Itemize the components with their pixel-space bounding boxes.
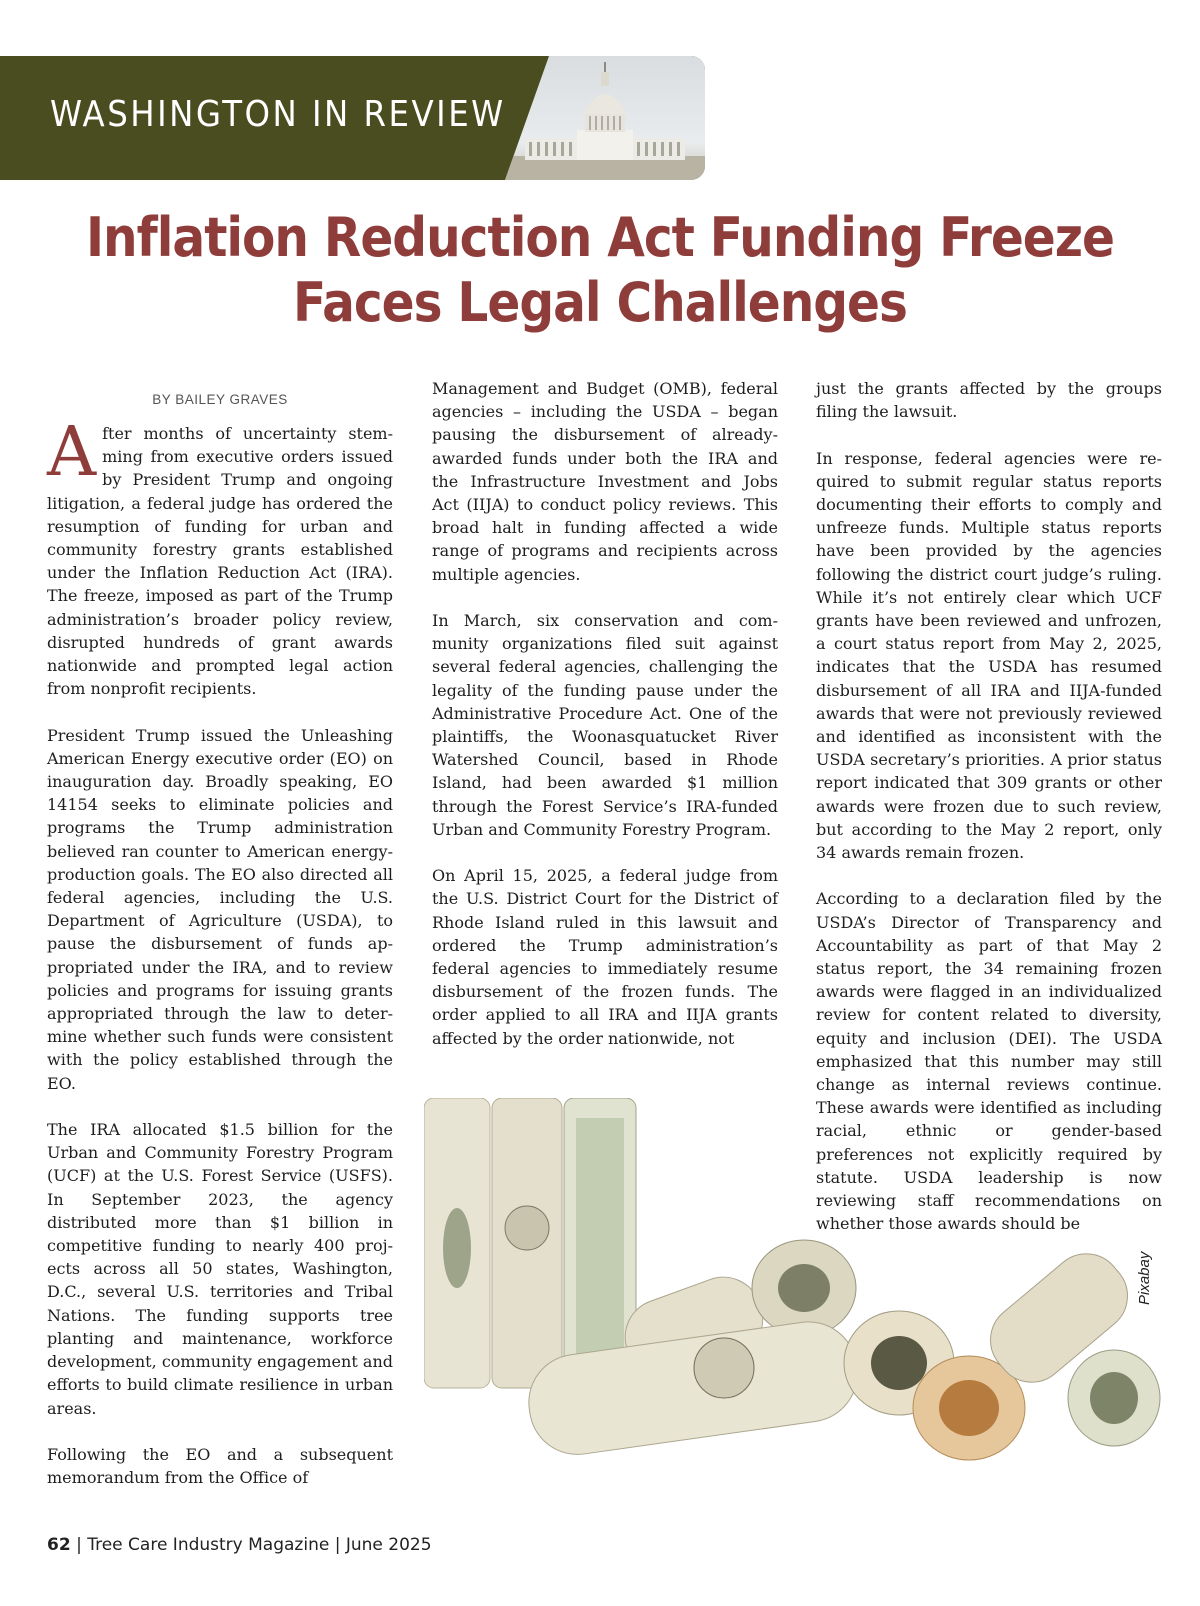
paragraph: Management and Budget (OMB), federal agencies – including the USDA – began pausing the disbursement of already-awarded funds under both the IRA and the Infrastructure Investment and Jobs Act (IIJA) to conduct policy reviews. This broad halt in funding affected a wide range of programs and recipients across multiple agencies. [432, 379, 778, 584]
paragraph: just the grants affected by the groups filing the lawsuit. [816, 379, 1162, 422]
byline: BY BAILEY GRAVES [152, 392, 288, 407]
capitol-icon [505, 56, 705, 180]
paragraph: According to a declaration filed by the USDA’s Director of Transparency and Accountability as part of that May 2 status report, the 34 remaining frozen awards were flagged in an individualized review for content related to diversity, equity and inclusion (DEI). The USDA emphasized that this number may still change as internal reviews continue. These awards were identified as including racial, ethnic or gender-based preferences not explicitly required by statute. USDA leadership is now reviewing staff recommendations on whether those awards should be [816, 889, 1162, 1234]
money-rolls-icon [424, 1098, 1184, 1528]
publication-name: Tree Care Industry Magazine [87, 1535, 330, 1555]
paragraph: In March, six conservation and community organizations filed suit against several federal agencies, challenging the legality of the funding pause under the Administrative Procedure Act. One of the plaintiffs, the Woonasquatucket River Watershed Council, based in Rhode Island, had been awarded $1 million through the Forest Service’s IRA-funded Urban and Community Forestry Program. [432, 611, 778, 839]
article-column-1 [47, 413, 393, 1512]
rolled-dollar-bills-photo [424, 1098, 1184, 1528]
section-title: WASHINGTON IN REVIEW [50, 94, 506, 135]
section-banner [0, 56, 705, 180]
issue-date: June 2025 [345, 1535, 432, 1555]
headline-line-2: Faces Legal Challenges [293, 271, 907, 334]
footer-separator: | [76, 1535, 88, 1555]
capitol-dome-photo [505, 56, 705, 180]
article-column-2 [432, 377, 778, 1073]
headline [60, 205, 1140, 335]
paragraph: President Trump issued the Unleashing American Energy executive order (EO) on inauguration day. Broadly speaking, EO 14154 seeks to eliminate policies and programs the Trump administration believed ran counter to American energy-production goals. The EO also directed all federal agencies, including the U.S. Department of Agriculture (USDA), to pause the disbursement of funds appropriated under the IRA, and to review policies and programs for issuing grants appropriated through the law to determine whether such funds were consistent with the policy established through the EO. [47, 725, 393, 1093]
page-footer [47, 1535, 432, 1555]
page-number: 62 [47, 1535, 71, 1555]
paragraph [47, 413, 393, 700]
photo-credit: Pixabay [1136, 1251, 1153, 1305]
paragraph: The IRA allocated $1.5 billion for the Urban and Community Forestry Program (UCF) at the U.S. Forest Service (USFS). In September 2023, the agency distributed more than $1 billion in competitive funding to nearly 400 projects across all 50 states, Washington, D.C., several U.S. territories and Tribal Nations. The funding supports tree planting and maintenance, workforce development, community engagement and efforts to build climate resilience in urban areas. [47, 1120, 393, 1418]
paragraph-text: fter months of uncertainty stemming from executive orders issued by President Trump and ongoing litigation, a federal judge has ordered the resumption of funding for urban and community forestry grants established under the Inflation Reduction Act (IRA). The freeze, imposed as part of the Trump administration’s broader policy review, disrupted hundreds of grant awards nationwide and prompted legal action from nonprofit recipients. [47, 424, 393, 699]
footer-separator: | [334, 1535, 346, 1555]
drop-cap: A [47, 413, 97, 492]
paragraph: Following the EO and a subsequent memorandum from the Office of [47, 1444, 393, 1488]
paragraph: In response, federal agencies were required to submit regular status reports documenting their efforts to comply and unfreeze funds. Multiple status reports have been provided by the agencies following the district court judge’s ruling. While it’s not entirely clear which UCF grants have been reviewed and unfrozen, a court status report from May 2, 2025, indicates that the USDA has resumed disbursement of all IRA and IIJA-funded awards that were not previously reviewed and identified as inconsistent with the USDA secretary’s priorities. A prior status report indicated that 309 grants or other awards were frozen due to such review, but according to the May 2 report, only 34 awards remain frozen. [816, 448, 1162, 863]
paragraph: On April 15, 2025, a federal judge from the U.S. District Court for the District of Rhode Island ruled in this lawsuit and ordered the Trump administration’s federal agencies to immediately resume disbursement of the frozen funds. The order applied to all IRA and IIJA grants affected by the order nationwide, not [432, 866, 778, 1048]
headline-line-1: Inflation Reduction Act Funding Freeze [86, 206, 1114, 269]
